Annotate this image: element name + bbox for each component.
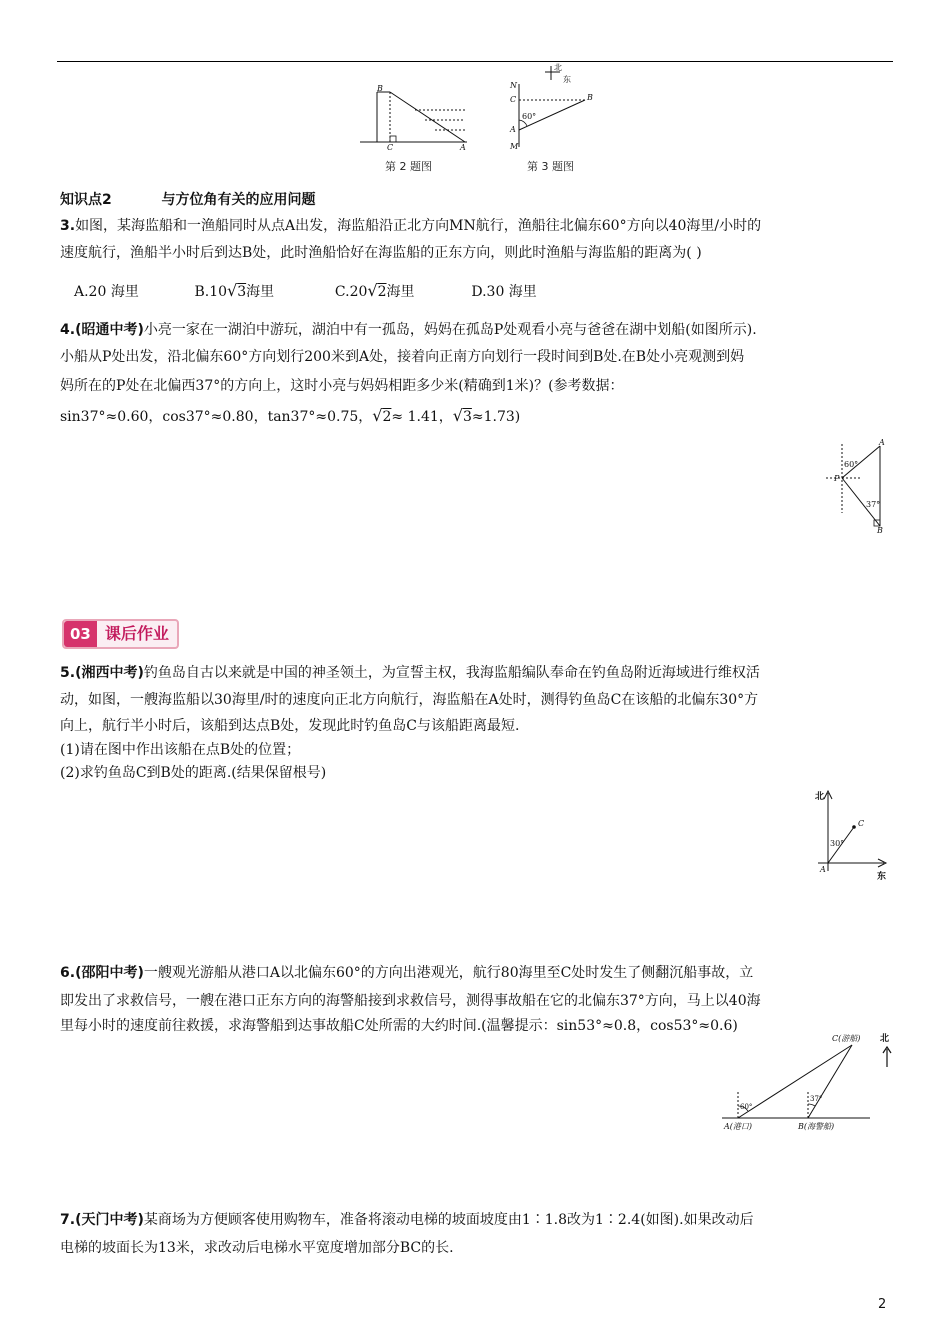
q5-fig-east: 东 — [877, 872, 887, 882]
q5-source: (湘西中考) — [75, 665, 144, 681]
section-heading — [60, 187, 316, 214]
fig3-label-a: A — [510, 125, 516, 134]
q6-text-3: 里每小时的速度前往救援，求海警船到达事故船C处所需的大约时间.(温馨提示：sin53°≈0.8，cos53°≈0.6) — [60, 1018, 738, 1034]
q6-text-1: 一艘观光游船从港口A以北偏东60°的方向出港观光，航行80海里至C处时发生了侧翻沉船事故，立 — [143, 965, 754, 981]
q4-text-4-post: ≈1.73) — [471, 409, 521, 425]
q3-text-1: 如图，某海监船和一渔船同时从点A出发，海监船沿正北方向MN航行，渔船往北偏东60°方向以40海里/小时的 — [75, 218, 762, 234]
figure-3-diagram — [505, 62, 615, 152]
q7-source: (天门中考) — [75, 1212, 144, 1228]
q6-number: 6. — [60, 965, 76, 981]
q5-sub-1: (1)请在图中作出该船在点B处的位置； — [60, 742, 301, 758]
q6-fig-label-c: C(游船) — [832, 1034, 861, 1043]
q6-fig-angle-1: 60° — [740, 1103, 753, 1111]
fig3-east: 东 — [563, 75, 571, 84]
q5-text-1: 钓鱼岛自古以来就是中国的神圣领土，为宣誓主权，我海监船编队奉命在钓鱼岛附近海域进行维权活 — [143, 665, 760, 681]
q4-fig-angle-2: 37° — [866, 500, 881, 509]
fig2-label-b: B — [377, 84, 383, 93]
q4-fig-angle-1: 60° — [844, 460, 859, 469]
q5-fig-angle: 30° — [830, 839, 845, 848]
q6-fig-label-a: A(港口) — [724, 1122, 753, 1131]
q6-line1 — [60, 960, 753, 987]
figure-2-diagram — [355, 80, 475, 150]
fig3-label-n: N — [510, 81, 517, 90]
q3-option-c-pre: C.20 — [334, 284, 368, 300]
top-rule — [57, 61, 893, 62]
sqrt-icon: √ — [452, 406, 463, 425]
q4-text-2: 小船从P处出发，沿北偏东60°方向划行200米到A处，接着向正南方向划行一段时间到B处.在B处小亮观测到妈 — [60, 349, 745, 365]
fig3-north: 北 — [554, 63, 562, 72]
q6-text-2: 即发出了求救信号，一艘在港口正东方向的海警船接到求救信号，测得事故船在它的北偏东37°方向，马上以40海 — [60, 993, 761, 1009]
q4-line1 — [60, 317, 757, 344]
q4-figure — [820, 438, 890, 538]
q4-fig-label-a: A — [879, 438, 885, 447]
q4-figure-diagram — [820, 438, 890, 538]
q4-number: 4. — [60, 322, 76, 338]
q5-fig-north: 北 — [815, 792, 825, 802]
sqrt-icon: √ — [227, 281, 238, 300]
fig2-label-c: C — [387, 143, 394, 152]
q5-line1 — [60, 660, 760, 687]
q4-text-4-pre: sin37°≈0.60，cos37°≈0.80，tan37°≈0.75， — [60, 409, 373, 425]
q6-figure — [720, 1035, 895, 1140]
q3-option-d: D.30 海里 — [471, 284, 537, 300]
q5-text-3: 向上，航行半小时后，该船到达点B处，发现此时钓鱼岛C与该船距离最短. — [60, 718, 520, 734]
q4-source: (昭通中考) — [75, 322, 144, 338]
homework-section-number: 03 — [64, 621, 97, 647]
sqrt-icon: √ — [372, 406, 383, 425]
fig3-label-m: M — [510, 142, 519, 151]
q5-number: 5. — [60, 665, 76, 681]
q6-fig-angle-2: 37° — [810, 1095, 823, 1103]
q4-rad-1: 2 — [382, 409, 392, 425]
fig3-caption: 第 3 题图 — [527, 160, 574, 173]
section-label: 知识点2 — [60, 192, 112, 208]
q7-line1 — [60, 1207, 754, 1234]
q3-option-c-rad: 2 — [377, 284, 387, 300]
q3-options — [74, 277, 634, 306]
q4-fig-label-p: P — [834, 474, 840, 483]
q5-fig-label-c: C — [858, 819, 865, 828]
q4-fig-label-b: B — [877, 526, 883, 535]
q4-rad-2: 3 — [462, 409, 472, 425]
homework-section-title: 课后作业 — [104, 624, 169, 643]
q3-option-c — [335, 277, 467, 306]
q4-text-1: 小亮一家在一湖泊中游玩，湖泊中有一孤岛，妈妈在孤岛P处观看小亮与爸爸在湖中划船(如图所示). — [143, 322, 757, 338]
figure-3 — [505, 62, 615, 175]
section-title: 与方位角有关的应用问题 — [161, 192, 316, 208]
q7-number: 7. — [60, 1212, 76, 1228]
q5-text-2: 动，如图，一艘海监船以30海里/时的速度向正北方向航行，海监船在A处时，测得钓鱼岛C在该船的北偏东30°方 — [60, 692, 759, 708]
fig2-label-a: A — [460, 143, 466, 152]
fig3-angle: 60° — [522, 112, 537, 121]
q3-option-b — [194, 277, 330, 306]
q7-text-2: 电梯的坡面长为13米，求改动后电梯水平宽度增加部分BC的长. — [60, 1240, 454, 1256]
q3-option-a: A.20 海里 — [74, 284, 139, 300]
homework-section-badge — [62, 619, 179, 649]
figure-2 — [355, 80, 475, 175]
q3-option-b-rad: 3 — [237, 284, 247, 300]
q3-line1 — [60, 213, 761, 240]
q3-number: 3. — [60, 218, 76, 234]
q4-text-3: 妈所在的P处在北偏西37°的方向上，这时小亮与妈妈相距多少米(精确到1米)？(参考数据： — [60, 378, 624, 394]
q3-option-b-pre: B.10 — [194, 284, 228, 300]
fig2-caption: 第 2 题图 — [385, 160, 432, 173]
q6-source: (邵阳中考) — [75, 965, 144, 981]
q3-option-b-post: 海里 — [246, 284, 275, 300]
q5-sub-2: (2)求钓鱼岛C到B处的距离.(结果保留根号) — [60, 765, 327, 781]
q5-fig-label-a: A — [820, 865, 826, 874]
fig3-label-c: C — [510, 95, 517, 104]
page-number: 2 — [878, 1297, 887, 1312]
q6-fig-label-b: B(海警船) — [798, 1122, 835, 1131]
sqrt-icon: √ — [367, 281, 378, 300]
q7-text-1: 某商场为方便顾客使用购物车，准备将滚动电梯的坡面坡度由1∶1.8改为1∶2.4(如图).如果改动后 — [143, 1212, 754, 1228]
q5-figure — [812, 785, 892, 880]
fig3-label-b: B — [587, 93, 593, 102]
q6-fig-north: 北 — [880, 1034, 890, 1044]
q3-text-2: 速度航行，渔船半小时后到达B处，此时渔船恰好在海监船的正东方向，则此时渔船与海监船的距离为( ) — [60, 245, 702, 261]
q3-option-c-post: 海里 — [386, 284, 415, 300]
q4-text-4-mid: ≈ 1.41， — [391, 409, 453, 425]
q4-line4 — [60, 402, 520, 431]
